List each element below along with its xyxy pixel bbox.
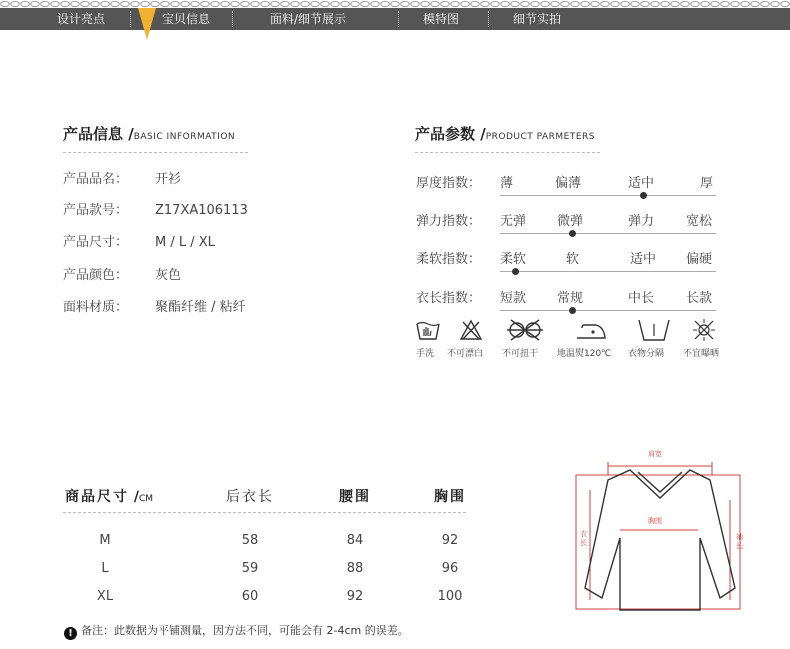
param-option: 偏薄 — [555, 176, 582, 191]
nav-item-design[interactable]: 设计亮点 — [57, 12, 106, 26]
param-indicator-dot — [512, 268, 519, 275]
section-nav-bar — [0, 8, 790, 30]
chest-label: 胸围 — [648, 517, 662, 525]
care-label: 手洗 — [416, 349, 435, 359]
wash-separately-icon — [637, 318, 671, 346]
alert-icon: ! — [64, 627, 77, 640]
size-cell: 92 — [346, 589, 364, 604]
param-option: 薄 — [500, 176, 514, 191]
param-indicator-dot — [640, 192, 647, 199]
iron-low-icon — [574, 318, 608, 346]
size-cell: 84 — [346, 533, 364, 548]
param-label: 衣长指数： — [416, 291, 482, 306]
no-wring-icon — [505, 318, 545, 346]
param-option: 短款 — [500, 291, 527, 306]
hand-wash-icon — [415, 318, 441, 346]
divider — [63, 512, 466, 513]
divider — [63, 152, 248, 153]
param-option: 柔软 — [500, 252, 527, 267]
product-params-title: 产品参数 /PRODUCT PARMETERS — [415, 125, 596, 143]
size-cell: 59 — [241, 561, 259, 576]
size-cell: L — [101, 561, 109, 576]
param-option: 无弹 — [500, 214, 527, 229]
param-option: 中长 — [628, 291, 655, 306]
param-option: 宽松 — [686, 214, 713, 229]
care-label: 地温熨120℃ — [557, 349, 612, 359]
top-border-decoration — [0, 0, 790, 8]
nav-active-pointer — [138, 8, 156, 40]
info-row: 面料材质： 聚酯纤维 / 粘纤 — [63, 300, 246, 315]
info-row: 产品颜色： 灰色 — [63, 268, 182, 283]
param-option: 偏硬 — [686, 252, 713, 267]
size-cell: 100 — [437, 589, 463, 604]
info-row: 产品品名： 开衫 — [63, 172, 182, 187]
param-scale-line — [500, 271, 716, 272]
nav-item-product-info[interactable]: 宝贝信息 — [162, 12, 211, 26]
garment-measure-diagram — [570, 440, 752, 618]
care-label: 不可漂白 — [447, 349, 484, 359]
measurement-note: ! 备注：此数据为平铺测量，因方法不同，可能会有 2-4cm 的误差。 — [64, 622, 409, 640]
size-cell: 58 — [241, 533, 259, 548]
care-label: 不宜曝晒 — [683, 349, 720, 359]
param-scale-line — [500, 195, 716, 196]
no-sun-dry-icon — [692, 318, 716, 346]
nav-item-model[interactable]: 模特图 — [423, 12, 460, 26]
divider — [415, 152, 600, 153]
param-scale-line — [500, 310, 716, 311]
size-col-header: 后衣长 — [226, 489, 274, 505]
care-label: 不可扭干 — [502, 349, 539, 359]
nav-item-detail-photos[interactable]: 细节实拍 — [513, 12, 562, 26]
param-label: 厚度指数： — [416, 176, 482, 191]
size-col-header: 胸围 — [434, 489, 466, 505]
size-cell: M — [99, 533, 111, 548]
no-bleach-icon — [459, 318, 483, 346]
size-cell: 88 — [346, 561, 364, 576]
size-cell: 92 — [441, 533, 459, 548]
size-cell: 60 — [241, 589, 259, 604]
param-label: 柔软指数： — [416, 252, 482, 267]
param-option: 常规 — [557, 291, 584, 306]
sleeve-label: 袖长 — [736, 533, 743, 550]
param-indicator-dot — [569, 230, 576, 237]
size-cell: 96 — [441, 561, 459, 576]
info-row: 产品尺寸： M / L / XL — [63, 235, 215, 250]
size-col-header: 腰围 — [339, 489, 371, 505]
param-option: 适中 — [630, 252, 657, 267]
param-option: 弹力 — [628, 214, 655, 229]
size-cell: XL — [96, 589, 114, 604]
size-table-title: 商品尺寸 /CM — [65, 489, 154, 505]
param-indicator-dot — [569, 307, 576, 314]
nav-item-fabric[interactable]: 面料/细节展示 — [270, 12, 347, 26]
param-option: 微弹 — [557, 214, 584, 229]
product-info-title: 产品信息 /BASIC INFORMATION — [63, 125, 236, 143]
param-label: 弹力指数： — [416, 214, 482, 229]
info-row: 产品款号： Z17XA106113 — [63, 203, 248, 218]
param-option: 长款 — [686, 291, 713, 306]
shoulder-label: 肩宽 — [648, 450, 662, 458]
param-option: 厚 — [700, 176, 714, 191]
length-label: 衣长 — [580, 530, 587, 547]
care-label: 衣物分隔 — [628, 349, 665, 359]
param-option: 适中 — [628, 176, 655, 191]
param-scale-line — [500, 233, 716, 234]
param-option: 软 — [566, 252, 580, 267]
